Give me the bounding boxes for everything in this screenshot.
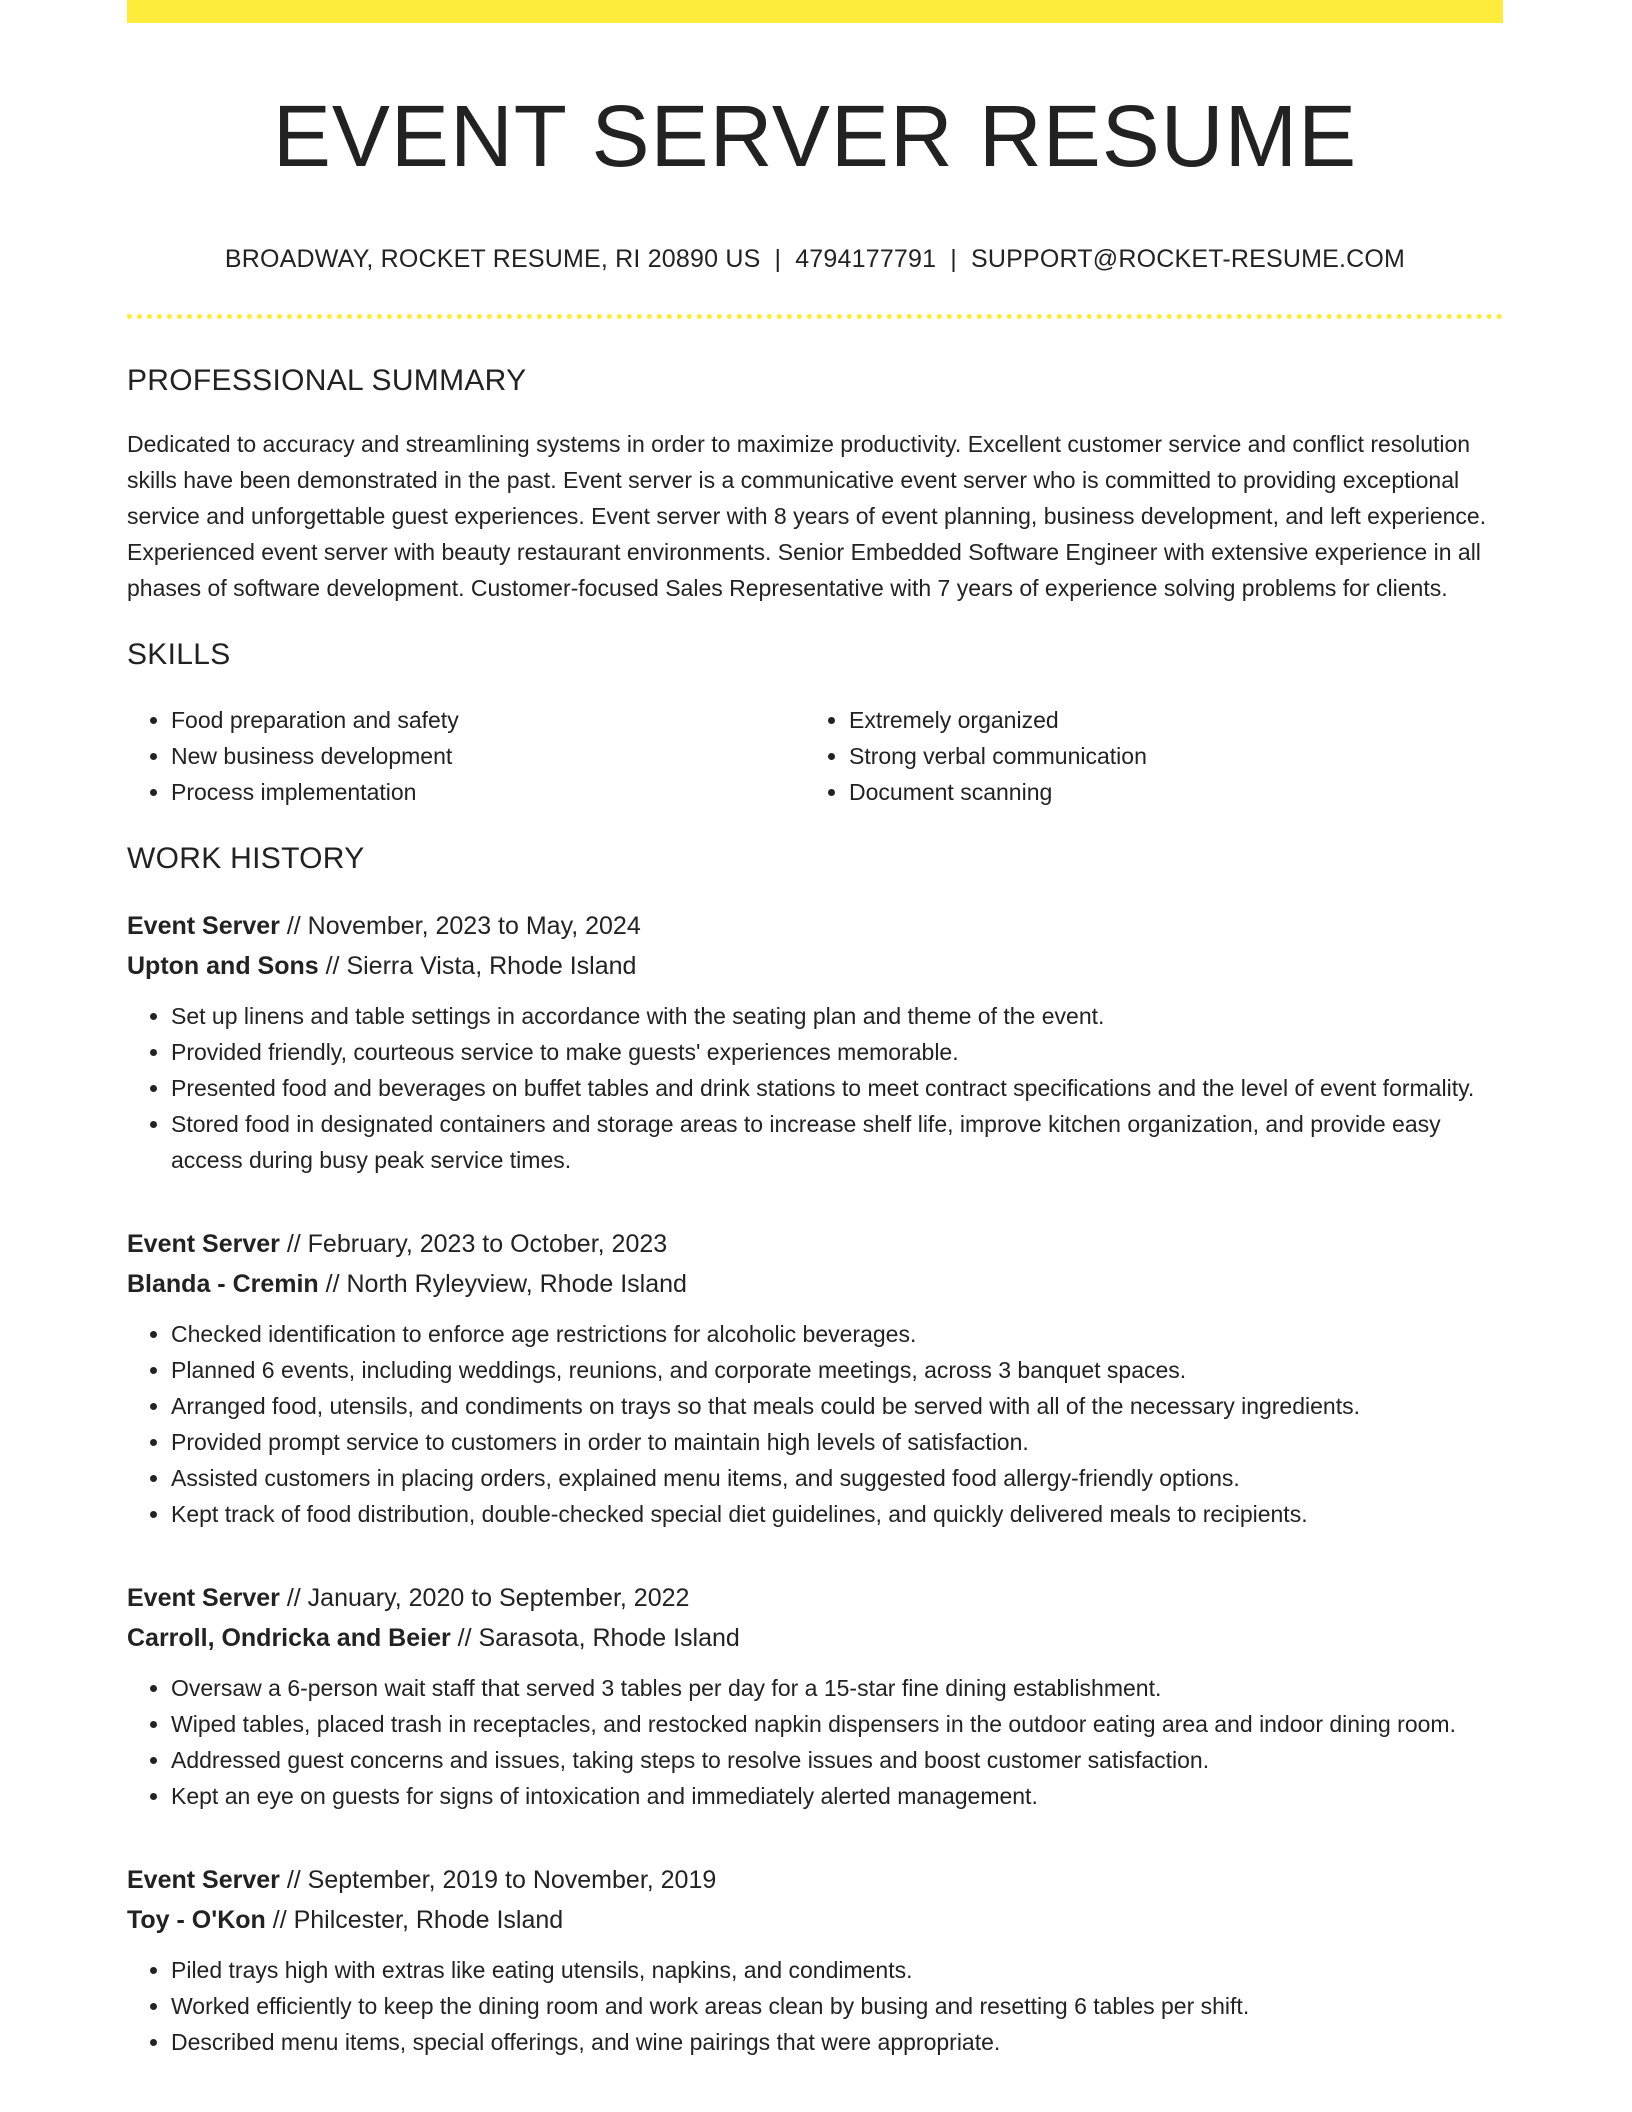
skill-item: • New business development (171, 738, 805, 774)
skill-item: • Food preparation and safety (171, 702, 805, 738)
job-bullet: • Addressed guest concerns and issues, taking steps to resolve issues and boost customer satisfaction. (171, 1742, 1503, 1778)
job-bullet: • Set up linens and table settings in accordance with the seating plan and theme of the event. (171, 998, 1503, 1034)
job-dates: // September, 2019 to November, 2019 (286, 1865, 717, 1894)
job-company: Toy - O'Kon (127, 1905, 266, 1934)
job-bullet: • Stored food in designated containers and storage areas to increase shelf life, improve kitchen organization, and provide easy access during busy peak service times. (171, 1106, 1503, 1178)
job-bullet: • Provided prompt service to customers in order to maintain high levels of satisfaction. (171, 1424, 1503, 1460)
job-bullets (127, 1952, 1503, 2060)
contact-separator: | (774, 244, 782, 273)
contact-line (127, 245, 1503, 274)
job-bullet: • Presented food and beverages on buffet tables and drink stations to meet contract specifications and the level of event formality. (171, 1070, 1503, 1106)
accent-top-bar (127, 0, 1503, 23)
skill-item: • Extremely organized (849, 702, 1483, 738)
job-entry (127, 906, 1503, 1178)
job-bullet: • Checked identification to enforce age restrictions for alcoholic beverages. (171, 1316, 1503, 1352)
job-bullets (127, 998, 1503, 1178)
job-entry (127, 1578, 1503, 1814)
job-company-line (127, 946, 1503, 986)
skill-item: • Process implementation (171, 774, 805, 810)
work-history-section (127, 842, 1503, 2060)
job-bullet: • Kept track of food distribution, double-checked special diet guidelines, and quickly delivered meals to recipients. (171, 1496, 1503, 1532)
skills-heading: SKILLS (127, 637, 231, 671)
job-bullet: • Oversaw a 6-person wait staff that served 3 tables per day for a 15-star fine dining establishment. (171, 1670, 1503, 1706)
job-title-line (127, 906, 1503, 946)
skill-item: • Strong verbal communication (849, 738, 1483, 774)
job-location: // Sierra Vista, Rhode Island (325, 951, 637, 980)
job-bullet: • Worked efficiently to keep the dining room and work areas clean by busing and resetting 6 tables per shift. (171, 1988, 1503, 2024)
job-title: Event Server (127, 1865, 280, 1894)
job-company-line (127, 1900, 1503, 1940)
job-entry (127, 1224, 1503, 1532)
job-bullet: • Kept an eye on guests for signs of intoxication and immediately alerted management. (171, 1778, 1503, 1814)
job-bullet: • Wiped tables, placed trash in receptacles, and restocked napkin dispensers in the outdoor eating area and indoor dining room. (171, 1706, 1503, 1742)
work-history-heading: WORK HISTORY (127, 841, 365, 875)
job-company-line (127, 1264, 1503, 1304)
contact-email: SUPPORT@ROCKET-RESUME.COM (970, 244, 1406, 273)
job-bullets (127, 1316, 1503, 1532)
dotted-divider (127, 314, 1503, 319)
job-title-line (127, 1578, 1503, 1618)
contact-separator: | (950, 244, 957, 273)
job-dates: // January, 2020 to September, 2022 (286, 1583, 690, 1612)
contact-phone: 4794177791 (795, 244, 937, 273)
job-title: Event Server (127, 911, 280, 940)
skills-list-right (805, 702, 1483, 810)
job-bullet: • Arranged food, utensils, and condiments on trays so that meals could be served with all of the necessary ingredients. (171, 1388, 1503, 1424)
job-bullet: • Provided friendly, courteous service to make guests' experiences memorable. (171, 1034, 1503, 1070)
job-bullet: • Piled trays high with extras like eating utensils, napkins, and condiments. (171, 1952, 1503, 1988)
job-bullet: • Planned 6 events, including weddings, reunions, and corporate meetings, across 3 banquet spaces. (171, 1352, 1503, 1388)
job-title: Event Server (127, 1583, 280, 1612)
job-title-line (127, 1860, 1503, 1900)
job-title: Event Server (127, 1229, 280, 1258)
job-dates: // February, 2023 to October, 2023 (286, 1229, 668, 1258)
contact-address: BROADWAY, ROCKET RESUME, RI 20890 US (224, 244, 761, 273)
skills-list-left (127, 702, 805, 810)
skills-grid (127, 702, 1503, 810)
resume-page (127, 0, 1503, 2060)
job-location: // North Ryleyview, Rhode Island (325, 1269, 687, 1298)
summary-section (127, 364, 1503, 606)
summary-heading: PROFESSIONAL SUMMARY (127, 363, 527, 397)
job-dates: // November, 2023 to May, 2024 (286, 911, 641, 940)
job-bullets (127, 1670, 1503, 1814)
job-company: Blanda - Cremin (127, 1269, 319, 1298)
job-company-line (127, 1618, 1503, 1658)
job-company: Carroll, Ondricka and Beier (127, 1623, 451, 1652)
job-bullet: • Described menu items, special offerings, and wine pairings that were appropriate. (171, 2024, 1503, 2060)
summary-text: Dedicated to accuracy and streamlining systems in order to maximize productivity. Excellent customer service and conflict resolution skills have been demonstrated in the past. Event server is a communicative event server who is committed to providing exceptional service and unforgettable guest experiences. Event server with 8 years of event planning, business development, and left experience. Experienced event server with beauty restaurant environments. Senior Embedded Software Engineer with extensive experience in all phases of software development. Customer-focused Sales Representative with 7 years of experience solving problems for clients. (127, 430, 1487, 601)
job-company: Upton and Sons (127, 951, 319, 980)
skill-item: • Document scanning (849, 774, 1483, 810)
job-title-line (127, 1224, 1503, 1264)
job-entry (127, 1860, 1503, 2060)
job-location: // Philcester, Rhode Island (272, 1905, 564, 1934)
job-bullet: • Assisted customers in placing orders, explained menu items, and suggested food allergy-friendly options. (171, 1460, 1503, 1496)
job-location: // Sarasota, Rhode Island (457, 1623, 740, 1652)
skills-section (127, 638, 1503, 810)
resume-title: EVENT SERVER RESUME (272, 88, 1358, 185)
